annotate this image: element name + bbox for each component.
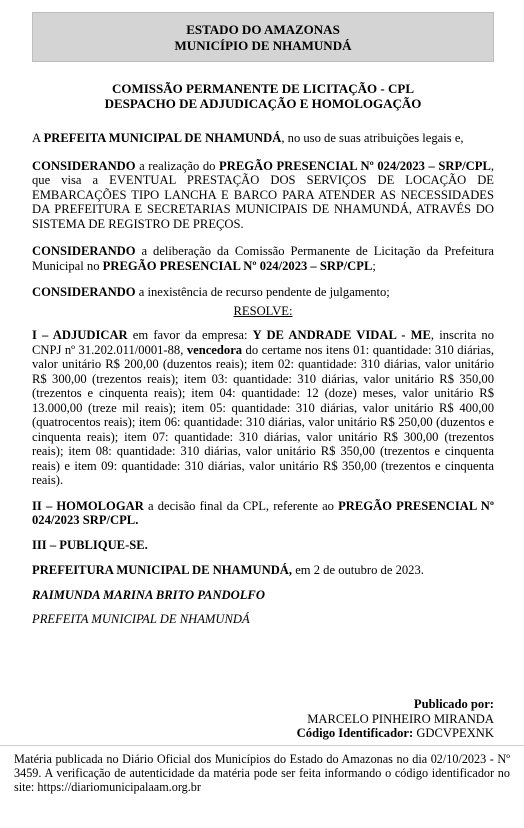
resolve-heading: RESOLVE:: [233, 303, 293, 318]
text: do certame nos itens 01: quantidade: 310 diárias, valor unitário R$ 200,00 (duzentos reais); item 02: quantidade: 310 diárias, valor unitário R$ 300,00 (trezentos reais); item 03: quantidade: 310 diárias, valor unitário R$ 350,00 (trezentos e cinquenta reais); item 04: quantidade: 12 (doze) meses, valor unitário R$ 13.000,00 (treze mil reais); item 05: quantidade: 310 diárias, valor unitário R$ 400,00 (quatrocentos reais); item 06: quantidade: 310 diárias, valor unitário R$ 250,00 (duzentos e cinquenta reais); item 07: quantidade: 310 diárias, valor unitário R$ 300,00 (trezentos reais); item 08: quantidade: 310 diárias, valor unitário R$ 350,00 (trezentos e cinquenta reais) e item 09: quantidade: 310 diárias, valor unitário R$ 350,00 (trezentos e cinquenta reais).: [32, 342, 494, 487]
text: a inexistência de recurso pendente de julgamento;: [135, 285, 390, 299]
bold-text: PREGÃO PRESENCIAL Nº 024/2023 – SRP/CPL: [219, 158, 491, 173]
paragraph-date: [32, 563, 494, 578]
footer-divider: [0, 745, 524, 746]
bold-text: Código Identificador:: [296, 726, 414, 740]
text: , inscrita no CNPJ nº 31.202.011/0001-88,: [32, 328, 495, 357]
header-municipality: MUNICÍPIO DE NHAMUNDÁ: [174, 38, 352, 53]
document-body: [32, 131, 494, 627]
paragraph-considerando-3: [32, 285, 494, 300]
identifier-code: [32, 726, 494, 741]
header-state: ESTADO DO AMAZONAS: [186, 22, 340, 37]
text: a decisão final da CPL, referente ao: [143, 498, 339, 513]
bold-text: PREGÃO PRESENCIAL Nº 024/2023 – SRP/CPL: [102, 258, 373, 273]
bold-text: PREFEITA MUNICIPAL DE NHAMUNDÁ: [43, 131, 282, 145]
bold-text: PREFEITURA MUNICIPAL DE NHAMUNDÁ,: [32, 563, 293, 577]
text: A: [32, 131, 44, 145]
signatory-title: PREFEITA MUNICIPAL DE NHAMUNDÁ: [32, 612, 250, 626]
bold-text: PREGÃO PRESENCIAL Nº 024/2023 SRP/CPL.: [32, 498, 494, 527]
bold-text: vencedora: [186, 342, 243, 357]
publication-info: [32, 697, 494, 741]
text: em favor da empresa:: [127, 328, 253, 342]
paragraph-publique: [32, 538, 494, 553]
bold-text: CONSIDERANDO: [32, 285, 136, 299]
text: , que visa a EVENTUAL PRESTAÇÃO DOS SERVIÇOS DE LOCAÇÃO DE EMBARCAÇÕES TIPO LANCHA E BARCO PARA ATENDER AS NECESSIDADES DA PREFEITURA E SECRETARIAS MUNICIPAIS DE NHAMUNDÁ, ATRAVÉS DO SISTEMA DE REGISTRO DE PREÇOS.: [32, 158, 494, 231]
bold-text: II – HOMOLOGAR: [32, 498, 144, 513]
bold-text: CONSIDERANDO: [32, 244, 136, 258]
footer-note: Matéria publicada no Diário Oficial dos Municípios do Estado do Amazonas no dia 02/10/2023 - Nº 3459. A verificação de autenticidade da matéria pode ser feita informando o código identificador no site: https://diariomunicipalaam.org.br: [14, 752, 510, 794]
header-box: [32, 12, 494, 62]
paragraph-intro: [32, 131, 494, 146]
document-title: [32, 81, 494, 111]
bold-text: Publicado por:: [413, 697, 494, 711]
bold-text: Y DE ANDRADE VIDAL - ME: [252, 328, 431, 342]
text: a deliberação da Comissão Permanente de Licitação da Prefeitura Municipal no: [32, 244, 494, 273]
title-line-1: COMISSÃO PERMANENTE DE LICITAÇÃO - CPL: [111, 81, 415, 96]
paragraph-considerando-1: [32, 159, 494, 232]
bold-text: I – ADJUDICAR: [32, 328, 128, 342]
text: , no uso de suas atribuições legais e,: [281, 131, 464, 145]
text: ;: [372, 258, 376, 273]
text: a realização do: [135, 158, 220, 173]
code-value: GDCVPEXNK: [416, 726, 494, 740]
paragraph-considerando-2: [32, 244, 494, 273]
text: em 2 de outubro de 2023.: [292, 563, 424, 577]
bold-text: CONSIDERANDO: [32, 158, 136, 173]
publisher-name: MARCELO PINHEIRO MIRANDA: [307, 711, 494, 726]
title-line-2: DESPACHO DE ADJUDICAÇÃO E HOMOLOGAÇÃO: [104, 96, 422, 111]
bold-text: III – PUBLIQUE-SE.: [32, 537, 148, 552]
paragraph-homologar: [32, 499, 494, 528]
paragraph-adjudicar: [32, 328, 494, 488]
signatory-name: RAIMUNDA MARINA BRITO PANDOLFO: [32, 587, 265, 602]
published-by-label: [32, 697, 494, 712]
